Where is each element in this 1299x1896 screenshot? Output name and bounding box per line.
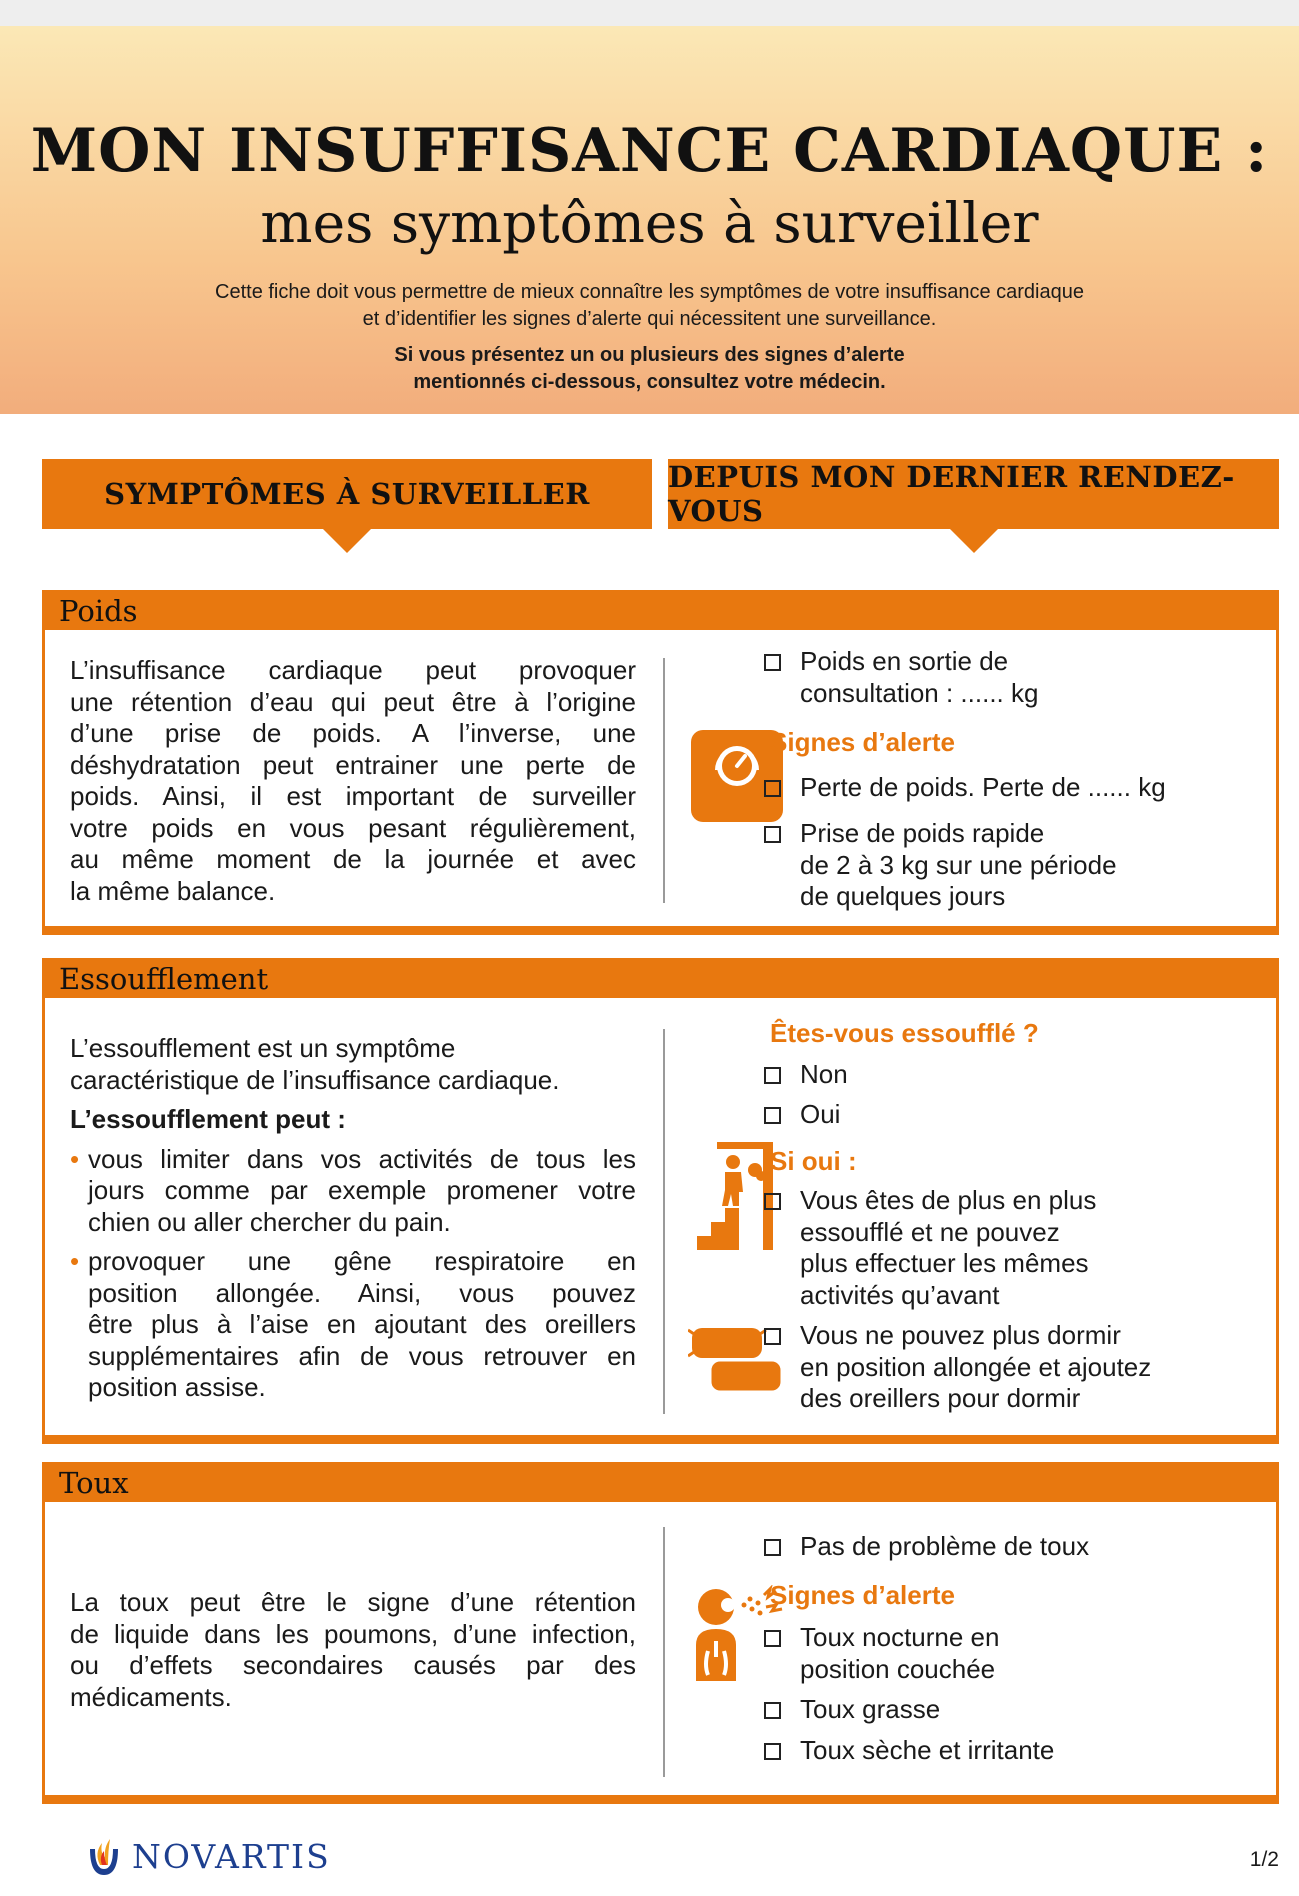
text-line: la même balance. <box>70 875 276 906</box>
text-line: ou d’effets secondaires causés par des <box>70 1650 636 1680</box>
checkbox-icon[interactable] <box>764 826 781 843</box>
warning-line: mentionnés ci-dessous, consultez votre médecin. <box>413 371 886 393</box>
warning-line: Si vous présentez un ou plusieurs des signes d’alerte <box>394 344 905 366</box>
section-toux <box>42 1462 1279 1804</box>
checkbox-plus-essouffle[interactable] <box>764 1185 1096 1311</box>
check-label: Perte de poids. Perte de ...... kg <box>800 772 1166 802</box>
check-label: activités qu’avant <box>800 1279 1000 1310</box>
check-label: Toux sèche et irritante <box>800 1735 1055 1765</box>
column-header-label: DEPUIS MON DERNIER RENDEZ-VOUS <box>668 460 1235 528</box>
text-line: au même moment de la journée et avec <box>70 844 636 874</box>
checkbox-icon[interactable] <box>764 1702 781 1719</box>
check-label: essoufflé et ne pouvez <box>800 1216 1060 1247</box>
checkbox-icon[interactable] <box>764 1743 781 1760</box>
page-number: 1/2 <box>1249 1848 1279 1871</box>
poids-description <box>70 655 636 907</box>
text-line: de liquide dans les poumons, d’une infection, <box>70 1618 636 1649</box>
text-line: • provoquer une gêne respiratoire en <box>88 1246 636 1276</box>
header-banner <box>0 26 1299 414</box>
text-line: supplémentaires afin de vous retrouver en <box>88 1340 636 1371</box>
check-label: Poids en sortie de <box>800 646 1009 676</box>
alert-title: Signes d’alerte <box>770 727 955 757</box>
section-title: Essoufflement <box>42 958 1279 998</box>
check-label: Vous êtes de plus en plus <box>800 1185 1097 1215</box>
alert-title: Signes d’alerte <box>770 1580 955 1610</box>
column-header-label: SYMPTÔMES À SURVEILLER <box>104 477 590 511</box>
checkbox-toux-seche[interactable] <box>764 1735 1054 1767</box>
brand-name: NOVARTIS <box>132 1836 331 1876</box>
check-label: Toux nocturne en <box>800 1622 1000 1652</box>
checkbox-icon[interactable] <box>764 1193 781 1210</box>
arrow-down-icon <box>323 529 371 553</box>
text-line: position allongée. Ainsi, vous pouvez <box>88 1277 636 1308</box>
checkbox-icon[interactable] <box>764 1328 781 1345</box>
check-label: Oui <box>800 1099 841 1129</box>
section-title: Poids <box>42 590 1279 630</box>
text-line: L’essoufflement est un symptôme <box>70 1033 456 1063</box>
text-line: déshydratation peut entrainer une perte de <box>70 749 636 780</box>
check-label: Vous ne pouvez plus dormir <box>800 1320 1121 1350</box>
page-title: MON INSUFFISANCE CARDIAQUE : <box>30 116 1269 186</box>
intro-text <box>0 279 1299 333</box>
question-title: Êtes-vous essoufflé ? <box>770 1018 1039 1048</box>
section-title: Toux <box>42 1462 1279 1502</box>
checkbox-prise-poids[interactable] <box>764 818 1117 913</box>
intro-line: et d’identifier les signes d’alerte qui nécessitent une surveillance. <box>362 308 937 330</box>
check-label: plus effectuer les mêmes <box>800 1248 1089 1278</box>
checkbox-icon[interactable] <box>764 1107 781 1124</box>
arrow-down-icon <box>950 529 998 553</box>
essoufflement-description <box>70 1033 636 1404</box>
check-label: Pas de problème de toux <box>800 1531 1090 1561</box>
check-label: de quelques jours <box>800 881 1006 911</box>
checkbox-toux-grasse[interactable] <box>764 1694 940 1726</box>
text-line: médicaments. <box>70 1681 232 1712</box>
text-line: caractéristique de l’insuffisance cardiaque. <box>70 1064 560 1095</box>
text-line: position assise. <box>88 1372 266 1402</box>
bold-label: L’essoufflement peut : <box>70 1104 346 1134</box>
checkbox-icon[interactable] <box>764 654 781 671</box>
checkbox-pas-toux[interactable] <box>764 1531 1089 1563</box>
text-line: L’insuffisance cardiaque peut provoquer <box>70 655 636 685</box>
intro-line: Cette fiche doit vous permettre de mieux connaître les symptômes de votre insuffisance cardiaque <box>215 281 1084 303</box>
text-line: La toux peut être le signe d’une rétention <box>70 1587 636 1617</box>
checkbox-perte-poids[interactable] <box>764 772 1166 804</box>
check-label: consultation : ...... kg <box>800 677 1039 708</box>
checkbox-toux-nocturne[interactable] <box>764 1622 999 1685</box>
check-label: Non <box>800 1059 848 1089</box>
text-line: une rétention d’eau qui peut être à l’origine <box>70 686 636 717</box>
checkbox-icon[interactable] <box>764 1067 781 1084</box>
text-line: d’une prise de poids. A l’inverse, une <box>70 718 636 748</box>
check-label: Toux grasse <box>800 1694 941 1724</box>
column-header-symptoms <box>42 459 652 529</box>
warning-text <box>0 342 1299 396</box>
checkbox-icon[interactable] <box>764 1539 781 1556</box>
page-subtitle: mes symptômes à surveiller <box>260 191 1039 255</box>
novartis-logo <box>86 1835 331 1877</box>
check-label: des oreillers pour dormir <box>800 1383 1081 1413</box>
text-line: • vous limiter dans vos activités de tous les <box>88 1143 636 1174</box>
checkbox-oui[interactable] <box>764 1099 840 1131</box>
checkbox-non[interactable] <box>764 1059 848 1091</box>
check-label: Prise de poids rapide <box>800 818 1045 848</box>
text-line: jours comme par exemple promener votre <box>88 1175 636 1205</box>
check-label: position couchée <box>800 1653 996 1684</box>
divider <box>663 1527 665 1777</box>
checkbox-dormir[interactable] <box>764 1320 1151 1415</box>
si-oui-label: Si oui : <box>770 1146 857 1176</box>
text-line: chien ou aller chercher du pain. <box>88 1206 451 1237</box>
checkbox-poids-sortie[interactable] <box>764 646 1038 709</box>
check-label: de 2 à 3 kg sur une période <box>800 849 1117 880</box>
toux-description <box>70 1587 636 1713</box>
bullet-item <box>70 1144 636 1239</box>
checkbox-icon[interactable] <box>764 1630 781 1647</box>
check-label: en position allongée et ajoutez <box>800 1351 1152 1382</box>
top-strip <box>0 0 1299 26</box>
text-line: poids. Ainsi, il est important de surveiller <box>70 781 636 811</box>
text-line: votre poids en vous pesant régulièrement, <box>70 812 636 843</box>
novartis-flame-icon <box>86 1835 122 1877</box>
divider <box>663 1029 665 1414</box>
text-line: être plus à l’aise en ajoutant des oreillers <box>88 1309 636 1339</box>
checkbox-icon[interactable] <box>764 780 781 797</box>
column-header-since-appointment <box>668 459 1279 529</box>
bullet-item <box>70 1246 636 1404</box>
divider <box>663 658 665 903</box>
